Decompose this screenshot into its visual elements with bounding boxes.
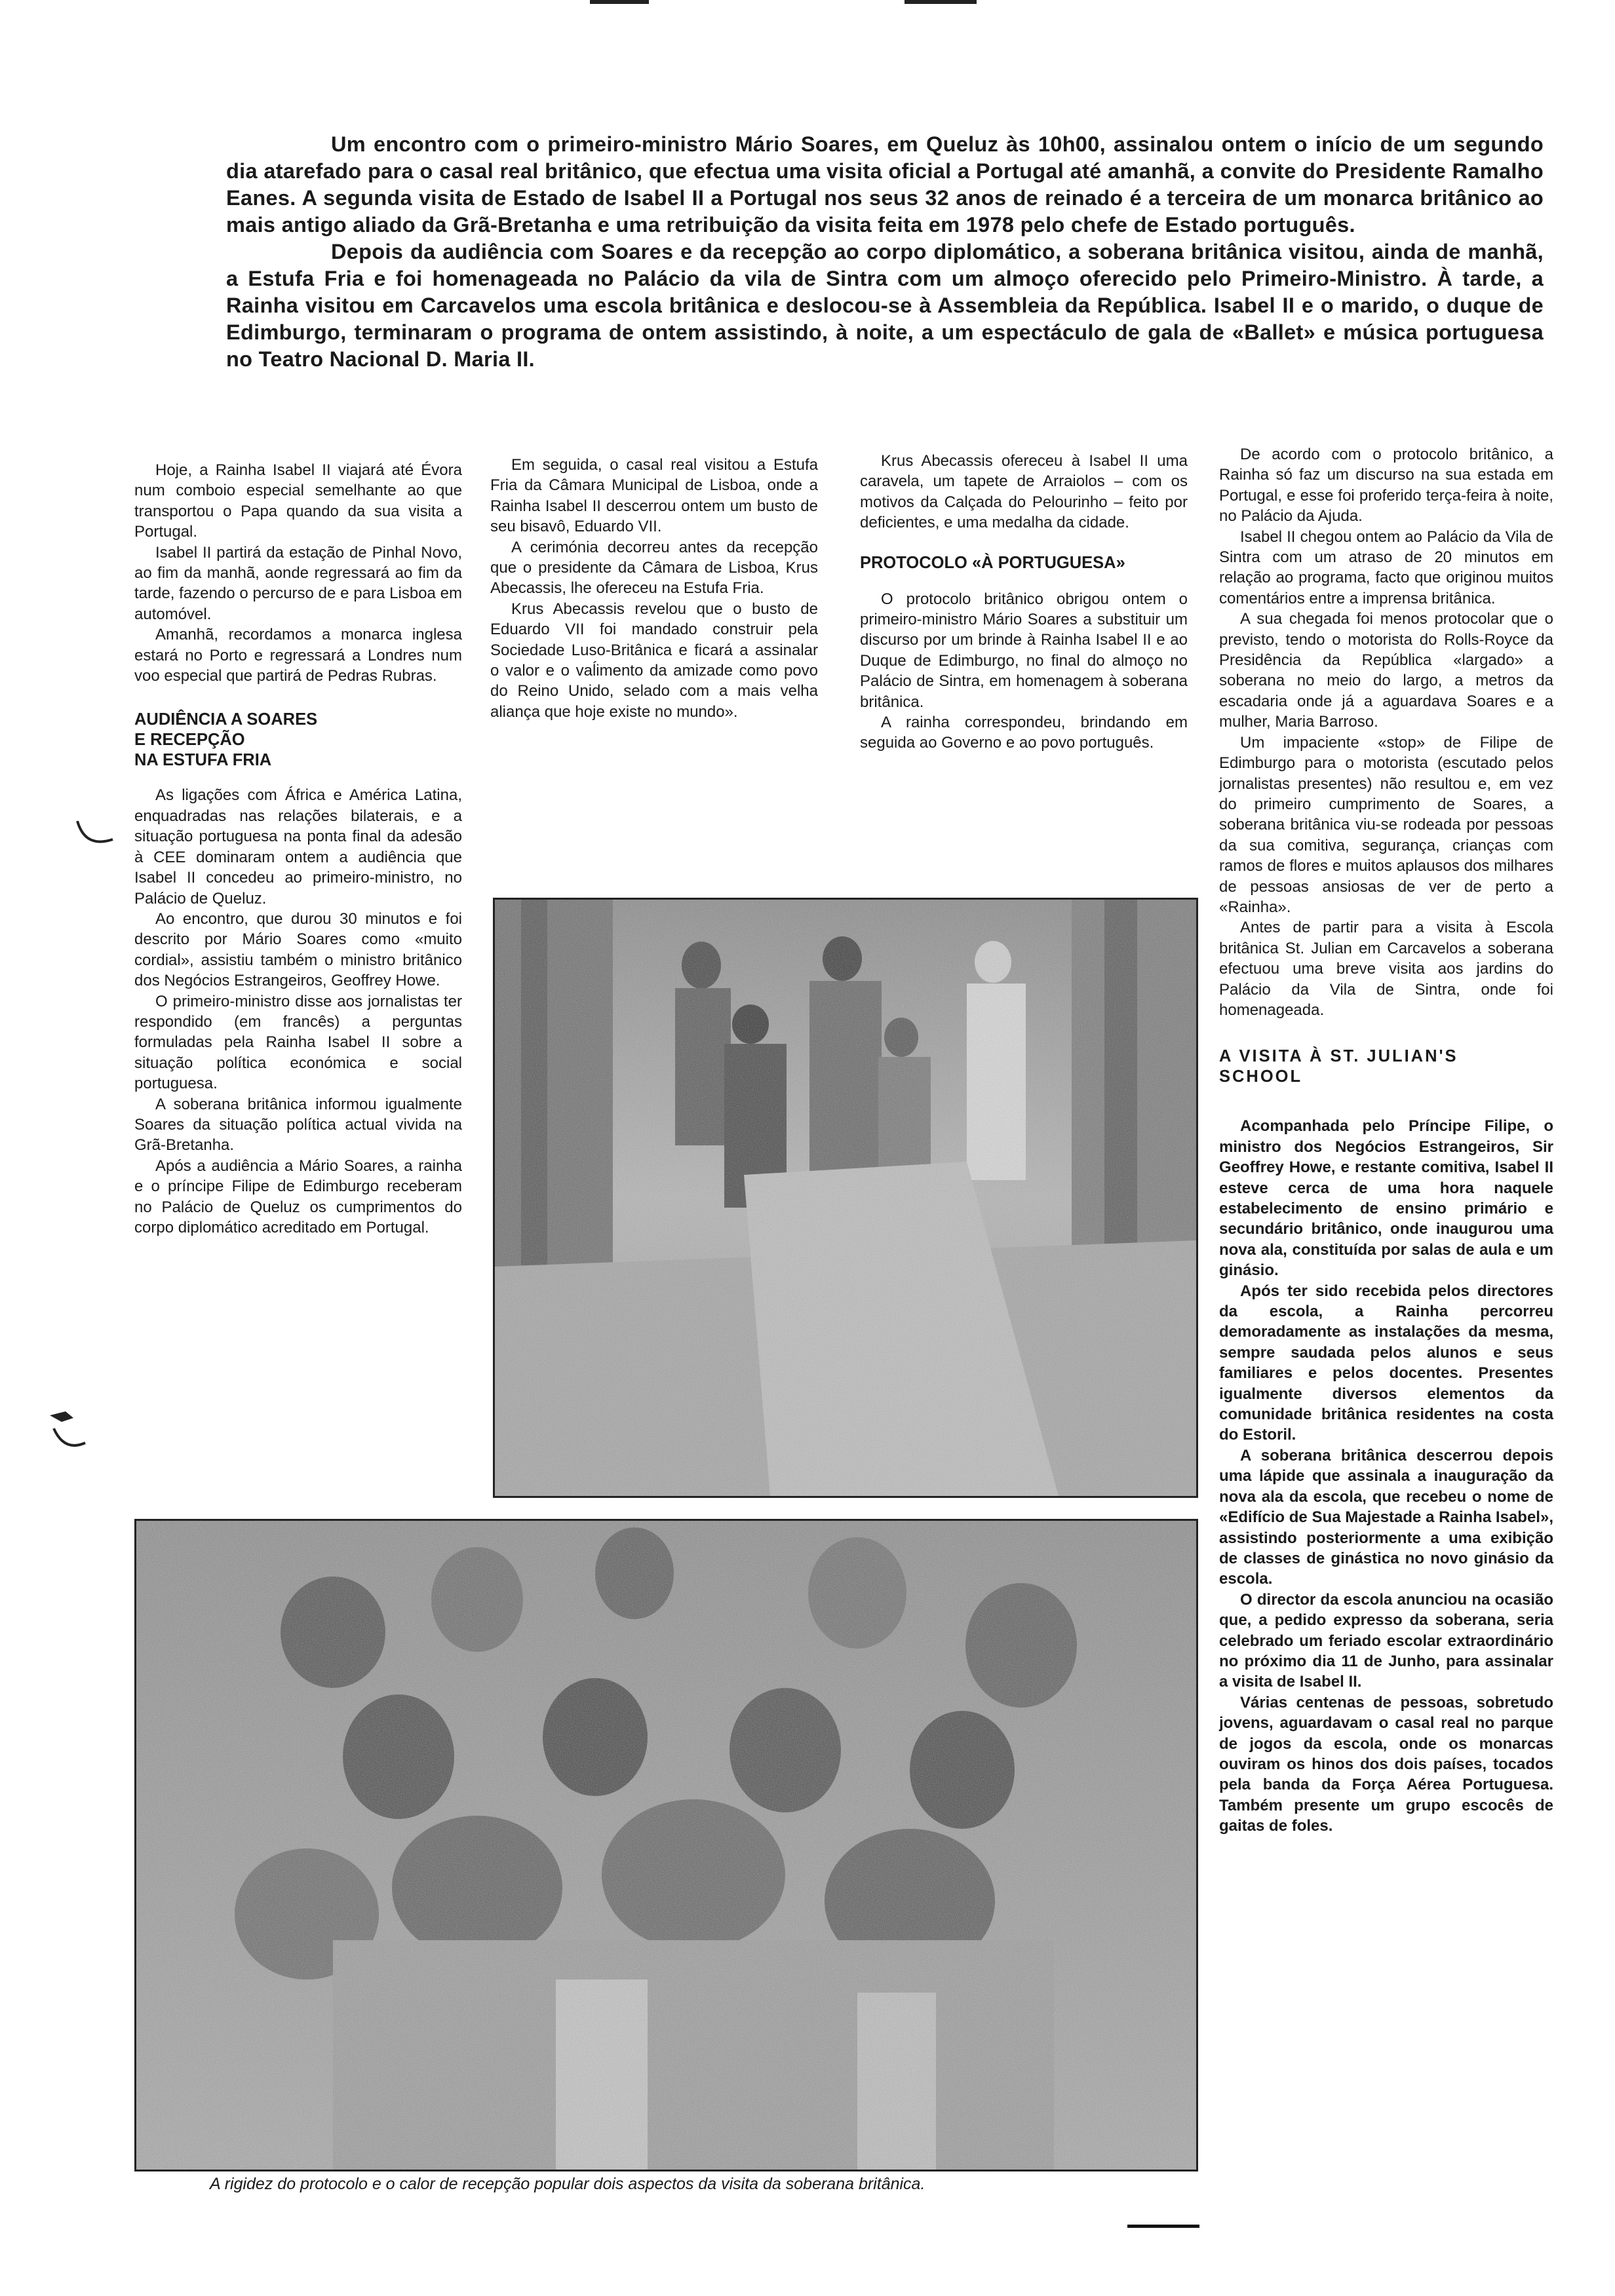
top-edge-mark	[905, 0, 977, 4]
column-4	[1219, 444, 1553, 1837]
lead-paragraphs	[226, 131, 1544, 373]
col1-subheading	[134, 710, 462, 771]
subheading-line: A VISITA À ST. JULIAN'S	[1219, 1047, 1458, 1066]
col4-paragraph: Isabel II chegou ontem ao Palácio da Vila de Sintra com um atraso de 20 minutos em relação ao programa, facto que originou muitos comentários entre a imprensa britânica.	[1219, 527, 1553, 607]
col4-paragraph: Após ter sido recebida pelos directores da escola, a Rainha percorreu demoradamente as instalações da mesma, sempre saudada pelos alunos e seus familiares e pelos docentes. Presentes igualmente diversos elementos da comunidade britânica residentes na costa do Estoril.	[1219, 1282, 1553, 1444]
col3-paragraph: O protocolo britânico obrigou ontem o primeiro-ministro Mário Soares a substituir um discurso por um brinde à Rainha Isabel II e ao Duque de Edimburgo, no final do almoço no Palácio de Sintra, em homenagem à soberana britânica.	[860, 590, 1188, 711]
col4-paragraph: Várias centenas de pessoas, sobretudo jovens, aguardavam o casal real no parque de jogos da escola, onde os monarcas ouviram os hinos dos dois países, tocados pela banda da Força Aérea Portuguesa. Também presente um grupo escocês de gaitas de foles.	[1219, 1693, 1553, 1835]
col1-paragraph: A soberana britânica informou igualmente Soares da situação política actual vivida na Grã-Bretanha.	[134, 1095, 462, 1155]
photo-caption: A rigidez do protocolo e o calor de recepção popular dois aspectos da visita da soberana britânica.	[210, 2175, 925, 2193]
col1-paragraph: O primeiro-ministro disse aos jornalistas ter respondido (em francês) a perguntas formuladas pela Rainha Isabel II sobre a situação política económica e social portuguesa.	[134, 992, 462, 1093]
subheading-line: NA ESTUFA FRIA	[134, 751, 272, 770]
col2-paragraph: Em seguida, o casal real visitou a Estufa Fria da Câmara Municipal de Lisboa, onde a Rainha Isabel II descerrou ontem um busto de seu bisavô, Eduardo VII.	[490, 456, 818, 536]
col3-paragraph: Krus Abecassis ofereceu à Isabel II uma caravela, um tapete de Arraiolos – com os motivos da Calçada do Pelourinho – feito por deficientes, e uma medalha da cidade.	[860, 452, 1188, 532]
subheading-line: E RECEPÇÃO	[134, 731, 245, 750]
col1-paragraph: Isabel II partirá da estação de Pinhal Novo, ao fim da manhã, aonde regressará ao fim da tarde, fazendo o percurso de e para Lisboa em automóvel.	[134, 543, 462, 623]
photo-palace-courtyard	[493, 898, 1198, 1498]
bottom-rule	[1127, 2225, 1199, 2228]
col1-paragraph: Amanhã, recordamos a monarca inglesa estará no Porto e regressará a Londres num voo especial que partirá de Pedras Rubras.	[134, 626, 462, 685]
photo-crowd-with-flowers-image	[136, 1521, 1196, 2170]
subheading-line: AUDIÊNCIA A SOARES	[134, 710, 318, 729]
lead-paragraph-1: Um encontro com o primeiro-ministro Mário Soares, em Queluz às 10h00, assinalou ontem o início de um segundo dia atarefado para o casal real britânico, que efectua uma visita oficial a Portugal até amanhã, a convite do Presidente Ramalho Eanes. A segunda visita de Estado de Isabel II a Portugal nos seus 32 anos de reinado é a terceira de um monarca britânico ao mais antigo aliado da Grã-Bretanha e uma retribuição da visita feita em 1978 pelo chefe de Estado português.	[226, 132, 1544, 237]
col3-subheading: PROTOCOLO «À PORTUGUESA»	[860, 553, 1125, 572]
lead-paragraph-2: Depois da audiência com Soares e da recepção ao corpo diplomático, a soberana britânica visitou, ainda de manhã, a Estufa Fria e foi homenageada no Palácio da vila de Sintra com um almoço oferecido pelo Primeiro-Ministro. À tarde, a Rainha visitou em Carcavelos uma escola britânica e deslocou-se à Assembleia da República. Isabel II e o marido, o duque de Edimburgo, terminaram o programa de ontem assistindo, à noite, a um espectáculo de gala de «Ballet» e música portuguesa no Teatro Nacional D. Maria II.	[226, 240, 1544, 371]
col1-paragraph: As ligações com África e América Latina, enquadradas nas relações bilaterais, e a situação portuguesa na ponta final da adesão à CEE dominaram ontem a audiência que Isabel II concedeu ao primeiro-ministro, no Palácio de Queluz.	[134, 786, 462, 908]
col1-paragraph: Ao encontro, que durou 30 minutos e foi descrito por Mário Soares como «muito cordial», assistiu também o ministro britânico dos Negócios Estrangeiros, Geoffrey Howe.	[134, 909, 462, 990]
column-2	[490, 455, 818, 722]
col4-paragraph: A soberana britânica descerrou depois uma lápide que assinala a inauguração da nova ala da escola, que recebeu o nome de «Edifício de Sua Majestade a Rainha Isabel», assistindo posteriormente a uma exibição de classes de ginástica no novo ginásio da escola.	[1219, 1446, 1553, 1588]
col4-paragraph: De acordo com o protocolo britânico, a Rainha só faz um discurso na sua estada em Portugal, e esse foi proferido terça-feira à noite, no Palácio da Ajuda.	[1219, 446, 1553, 526]
photo-palace-courtyard-image	[495, 900, 1196, 1496]
binder-hole-mark	[46, 1409, 92, 1461]
photo-crowd-with-flowers	[134, 1519, 1198, 2172]
col4-subheading	[1219, 1046, 1553, 1087]
col4-paragraph: A sua chegada foi menos protocolar que o previsto, tendo o motorista do Rolls-Royce da Presidência da República «largado» a soberana no meio do largo, a metros da escadaria onde já a aguardava Soares e a mulher, Maria Barroso.	[1219, 610, 1553, 731]
col1-paragraph: Hoje, a Rainha Isabel II viajará até Évora num comboio especial semelhante ao que transportou o Papa quando da sua visita a Portugal.	[134, 461, 462, 541]
col4-paragraph: O director da escola anunciou na ocasião que, a pedido expresso da soberana, seria celebrado um feriado escolar extraordinário no próximo dia 11 de Junho, para assinalar a visita de Isabel II.	[1219, 1590, 1553, 1691]
col1-paragraph: Após a audiência a Mário Soares, a rainha e o príncipe Filipe de Edimburgo receberam no Palácio de Queluz os cumprimentos do corpo diplomático acreditado em Portugal.	[134, 1157, 462, 1236]
col4-paragraph: Acompanhada pelo Príncipe Filipe, o ministro dos Negócios Estrangeiros, Sir Geoffrey Howe, e restante comitiva, Isabel II esteve cerca de uma hora naquele estabelecimento de ensino primário e secundário britânico, onde inaugurou uma nova ala, constituída por salas de aula e um ginásio.	[1219, 1117, 1553, 1280]
binder-hole-mark	[72, 816, 118, 855]
col4-paragraph: Um impaciente «stop» de Filipe de Edimburgo para o motorista (escutado pelos jornalistas presentes) não resultou e, em vez do primeiro cumprimento de Soares, a soberana britânica viu-se rodeada por pessoas da sua comitiva, segurança, crianças com ramos de flores e muitos aplausos dos milhares de pessoas ansiosas de ver de perto a «Rainha».	[1219, 733, 1553, 916]
col3-paragraph: A rainha correspondeu, brindando em seguida ao Governo e ao povo português.	[860, 714, 1188, 752]
subheading-line: SCHOOL	[1219, 1067, 1303, 1086]
col2-paragraph: Krus Abecassis revelou que o busto de Eduardo VII foi mandado construir pela Sociedade Luso-Britânica e ficará a assinalar o valor e o vaĺimento da amizade como povo do Reino Unido, selado com a mais velha aliança que hoje existe no mundo».	[490, 600, 818, 721]
column-1	[134, 460, 462, 1238]
col4-paragraph: Antes de partir para a visita à Escola britânica St. Julian em Carcavelos a soberana efectuou uma breve visita aos jardins do Palácio da Vila de Sintra, onde foi homenageada.	[1219, 919, 1553, 1019]
column-3	[860, 451, 1188, 754]
col2-paragraph: A cerimónia decorreu antes da recepção que o presidente da Câmara de Lisboa, Krus Abecassis, lhe ofereceu na Estufa Fria.	[490, 538, 818, 598]
top-edge-mark	[590, 0, 649, 4]
